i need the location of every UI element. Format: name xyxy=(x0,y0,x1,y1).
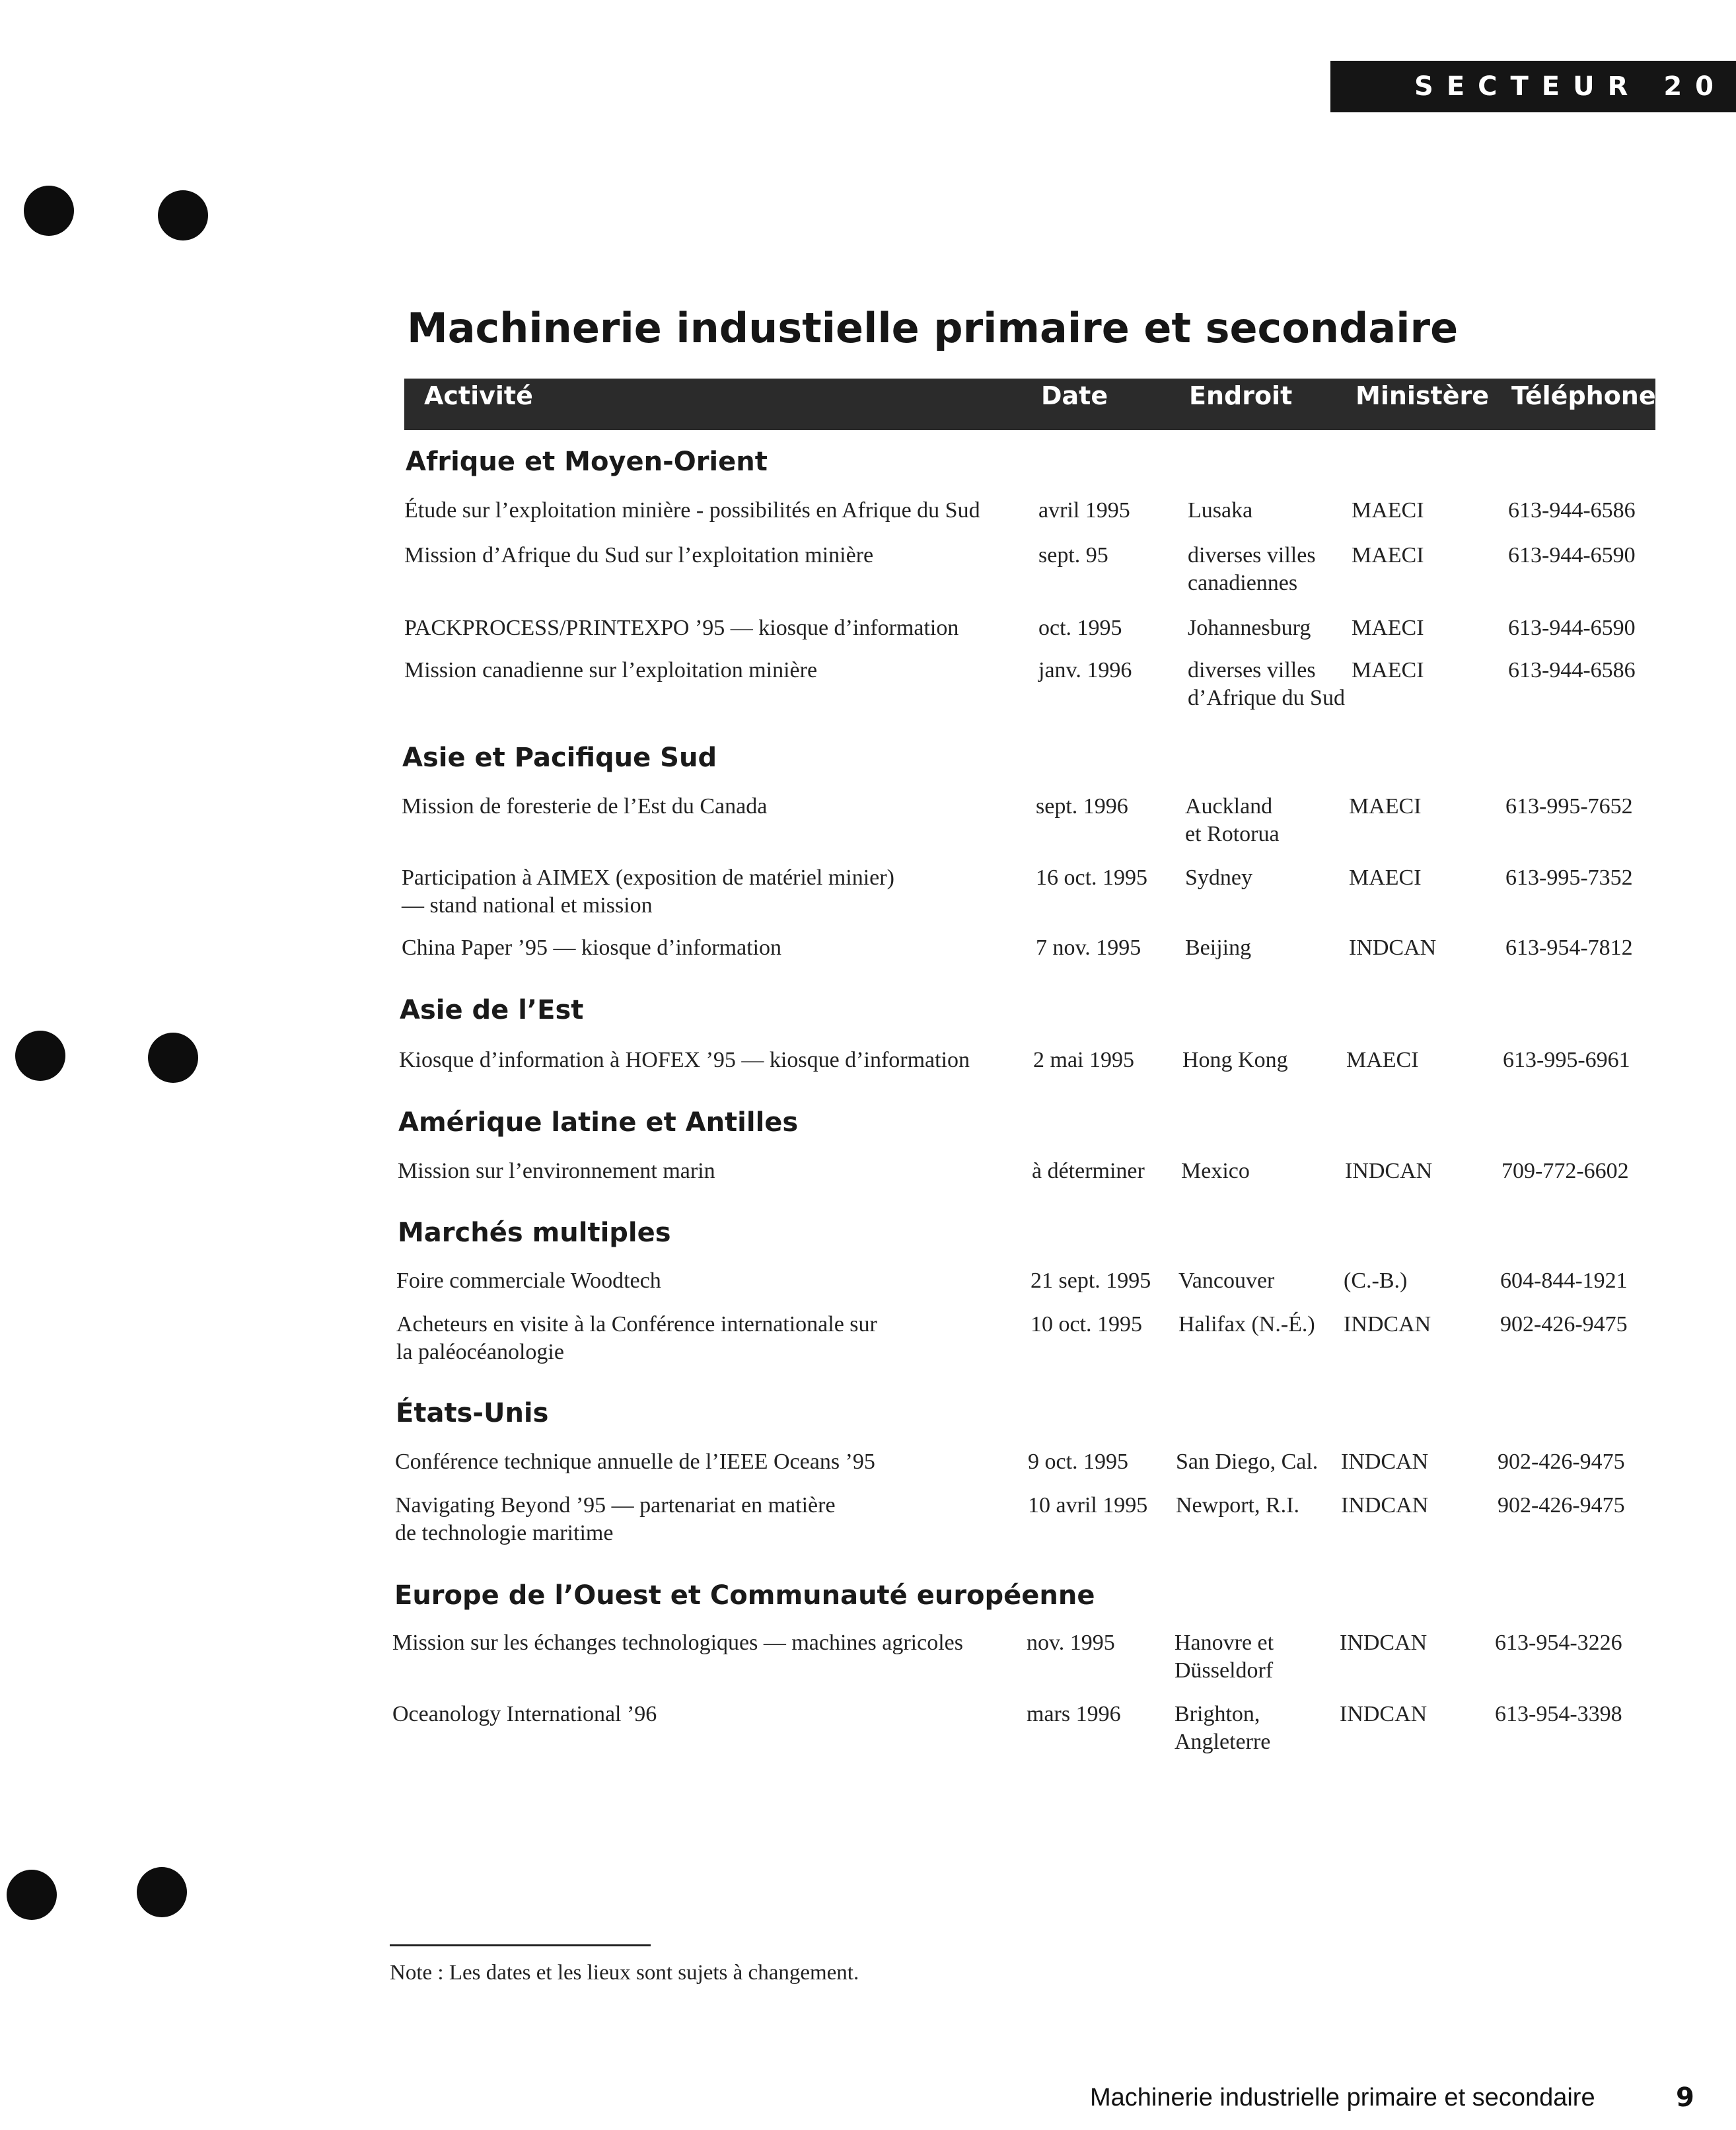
date-cell: avril 1995 xyxy=(1038,498,1130,523)
date-cell: sept. 1996 xyxy=(1036,794,1128,819)
punch-hole xyxy=(24,186,74,236)
ministry-cell: MAECI xyxy=(1352,658,1424,682)
place-cell: Johannesburg xyxy=(1188,616,1311,640)
ministry-cell: INDCAN xyxy=(1345,1159,1433,1183)
footnote: Note : Les dates et les lieux sont sujets à changement. xyxy=(390,1961,859,1985)
page-title: Machinerie industielle primaire et secondaire xyxy=(407,304,1459,352)
table-row xyxy=(0,1701,1736,1754)
table-row xyxy=(0,1448,1736,1474)
place-cell: Auckland et Rotorua xyxy=(1185,794,1280,846)
punch-hole xyxy=(158,190,208,240)
ministry-cell: MAECI xyxy=(1352,616,1424,640)
column-header-ministry: Ministère xyxy=(1356,381,1489,410)
date-cell: 10 avril 1995 xyxy=(1028,1493,1148,1518)
phone-cell: 902-426-9475 xyxy=(1498,1450,1625,1474)
ministry-cell: INDCAN xyxy=(1341,1450,1429,1474)
phone-cell: 613-995-7352 xyxy=(1505,865,1633,890)
footnote-rule xyxy=(390,1944,651,1946)
date-cell: 2 mai 1995 xyxy=(1033,1048,1134,1072)
phone-cell: 613-954-3226 xyxy=(1495,1631,1622,1655)
activity-cell: Navigating Beyond ’95 — partenariat en matière de technologie maritime xyxy=(395,1493,836,1545)
ministry-cell: INDCAN xyxy=(1349,936,1437,960)
phone-cell: 709-772-6602 xyxy=(1501,1159,1629,1183)
section-title: États-Unis xyxy=(396,1398,549,1428)
table-row xyxy=(0,1629,1736,1683)
table-row xyxy=(0,614,1736,640)
date-cell: janv. 1996 xyxy=(1038,658,1132,682)
activity-cell: Oceanology International ’96 xyxy=(392,1702,657,1726)
date-cell: 16 oct. 1995 xyxy=(1036,865,1148,890)
activity-cell: Étude sur l’exploitation minière - possibilités en Afrique du Sud xyxy=(404,498,980,523)
activity-cell: Mission sur les échanges technologiques — machines agricoles xyxy=(392,1631,963,1655)
page-number: 9 xyxy=(1676,2082,1694,2113)
date-cell: sept. 95 xyxy=(1038,543,1108,568)
table-row xyxy=(0,657,1736,710)
place-cell: Lusaka xyxy=(1188,498,1253,523)
ministry-cell: MAECI xyxy=(1352,498,1424,523)
activity-cell: Mission sur l’environnement marin xyxy=(398,1159,715,1183)
table-row xyxy=(0,1157,1736,1183)
date-cell: mars 1996 xyxy=(1027,1702,1121,1726)
date-cell: à déterminer xyxy=(1032,1159,1145,1183)
table-row xyxy=(0,1492,1736,1545)
activity-cell: Conférence technique annuelle de l’IEEE Oceans ’95 xyxy=(395,1450,875,1474)
table-row xyxy=(0,793,1736,846)
place-cell: Hong Kong xyxy=(1182,1048,1288,1072)
table-row xyxy=(0,1267,1736,1293)
activity-cell: Mission canadienne sur l’exploitation minière xyxy=(404,658,818,682)
phone-cell: 902-426-9475 xyxy=(1498,1493,1625,1518)
phone-cell: 613-944-6586 xyxy=(1508,658,1636,682)
date-cell: 21 sept. 1995 xyxy=(1031,1268,1151,1293)
place-cell: Vancouver xyxy=(1178,1268,1275,1293)
activity-cell: Mission de foresterie de l’Est du Canada xyxy=(402,794,768,819)
table-row xyxy=(0,542,1736,595)
activity-cell: Foire commerciale Woodtech xyxy=(396,1268,661,1293)
ministry-cell: INDCAN xyxy=(1341,1493,1429,1518)
ministry-cell: MAECI xyxy=(1349,865,1422,890)
phone-cell: 613-944-6590 xyxy=(1508,616,1636,640)
section-title: Afrique et Moyen-Orient xyxy=(406,447,768,477)
ministry-cell: MAECI xyxy=(1349,794,1422,819)
ministry-cell: INDCAN xyxy=(1340,1702,1428,1726)
place-cell: diverses villes d’Afrique du Sud xyxy=(1188,658,1345,710)
table-row xyxy=(0,864,1736,918)
punch-hole xyxy=(137,1867,187,1917)
phone-cell: 902-426-9475 xyxy=(1500,1312,1628,1337)
place-cell: Mexico xyxy=(1181,1159,1250,1183)
ministry-cell: MAECI xyxy=(1346,1048,1419,1072)
column-header-date: Date xyxy=(1041,381,1108,410)
ministry-cell: MAECI xyxy=(1352,543,1424,568)
column-header-phone: Téléphone xyxy=(1511,381,1656,410)
place-cell: Brighton, Angleterre xyxy=(1175,1702,1271,1754)
table-row xyxy=(0,934,1736,960)
table-header xyxy=(404,379,1655,430)
activity-cell: China Paper ’95 — kiosque d’information xyxy=(402,936,782,960)
table-row xyxy=(0,497,1736,523)
section-title: Asie et Pacifique Sud xyxy=(402,743,717,773)
section-title: Asie de l’Est xyxy=(400,995,584,1025)
place-cell: San Diego, Cal. xyxy=(1176,1450,1319,1474)
punch-hole xyxy=(15,1031,65,1081)
section-title: Amérique latine et Antilles xyxy=(398,1107,799,1138)
phone-cell: 613-944-6586 xyxy=(1508,498,1636,523)
phone-cell: 604-844-1921 xyxy=(1500,1268,1628,1293)
date-cell: oct. 1995 xyxy=(1038,616,1122,640)
place-cell: diverses villes canadiennes xyxy=(1188,543,1316,595)
date-cell: 9 oct. 1995 xyxy=(1028,1450,1129,1474)
place-cell: Beijing xyxy=(1185,936,1252,960)
activity-cell: Mission d’Afrique du Sud sur l’exploitation minière xyxy=(404,543,874,568)
punch-hole xyxy=(7,1870,57,1920)
ministry-cell: (C.-B.) xyxy=(1344,1268,1408,1293)
phone-cell: 613-944-6590 xyxy=(1508,543,1636,568)
table-row xyxy=(0,1047,1736,1072)
phone-cell: 613-954-7812 xyxy=(1505,936,1633,960)
date-cell: 10 oct. 1995 xyxy=(1031,1312,1143,1337)
section-title: Marchés multiples xyxy=(398,1218,671,1248)
phone-cell: 613-995-6961 xyxy=(1503,1048,1630,1072)
activity-cell: PACKPROCESS/PRINTEXPO ’95 — kiosque d’information xyxy=(404,616,959,640)
ministry-cell: INDCAN xyxy=(1340,1631,1428,1655)
date-cell: nov. 1995 xyxy=(1027,1631,1115,1655)
date-cell: 7 nov. 1995 xyxy=(1036,936,1141,960)
sector-tab: SECTEUR 20 xyxy=(1330,61,1736,112)
place-cell: Hanovre et Düsseldorf xyxy=(1175,1631,1274,1683)
table-row xyxy=(0,1311,1736,1364)
running-footer: Machinerie industrielle primaire et secondaire xyxy=(1090,2084,1595,2112)
place-cell: Halifax (N.-É.) xyxy=(1178,1312,1315,1337)
punch-hole xyxy=(148,1033,198,1083)
section-title: Europe de l’Ouest et Communauté européenne xyxy=(394,1580,1095,1611)
column-header-activity: Activité xyxy=(424,381,533,410)
activity-cell: Participation à AIMEX (exposition de matériel minier) — stand national et mission xyxy=(402,865,894,918)
phone-cell: 613-954-3398 xyxy=(1495,1702,1622,1726)
place-cell: Newport, R.I. xyxy=(1176,1493,1299,1518)
place-cell: Sydney xyxy=(1185,865,1252,890)
ministry-cell: INDCAN xyxy=(1344,1312,1431,1337)
column-header-place: Endroit xyxy=(1189,381,1293,410)
phone-cell: 613-995-7652 xyxy=(1505,794,1633,819)
activity-cell: Kiosque d’information à HOFEX ’95 — kiosque d’information xyxy=(399,1048,970,1072)
activity-cell: Acheteurs en visite à la Conférence internationale sur la paléocéanologie xyxy=(396,1312,877,1364)
